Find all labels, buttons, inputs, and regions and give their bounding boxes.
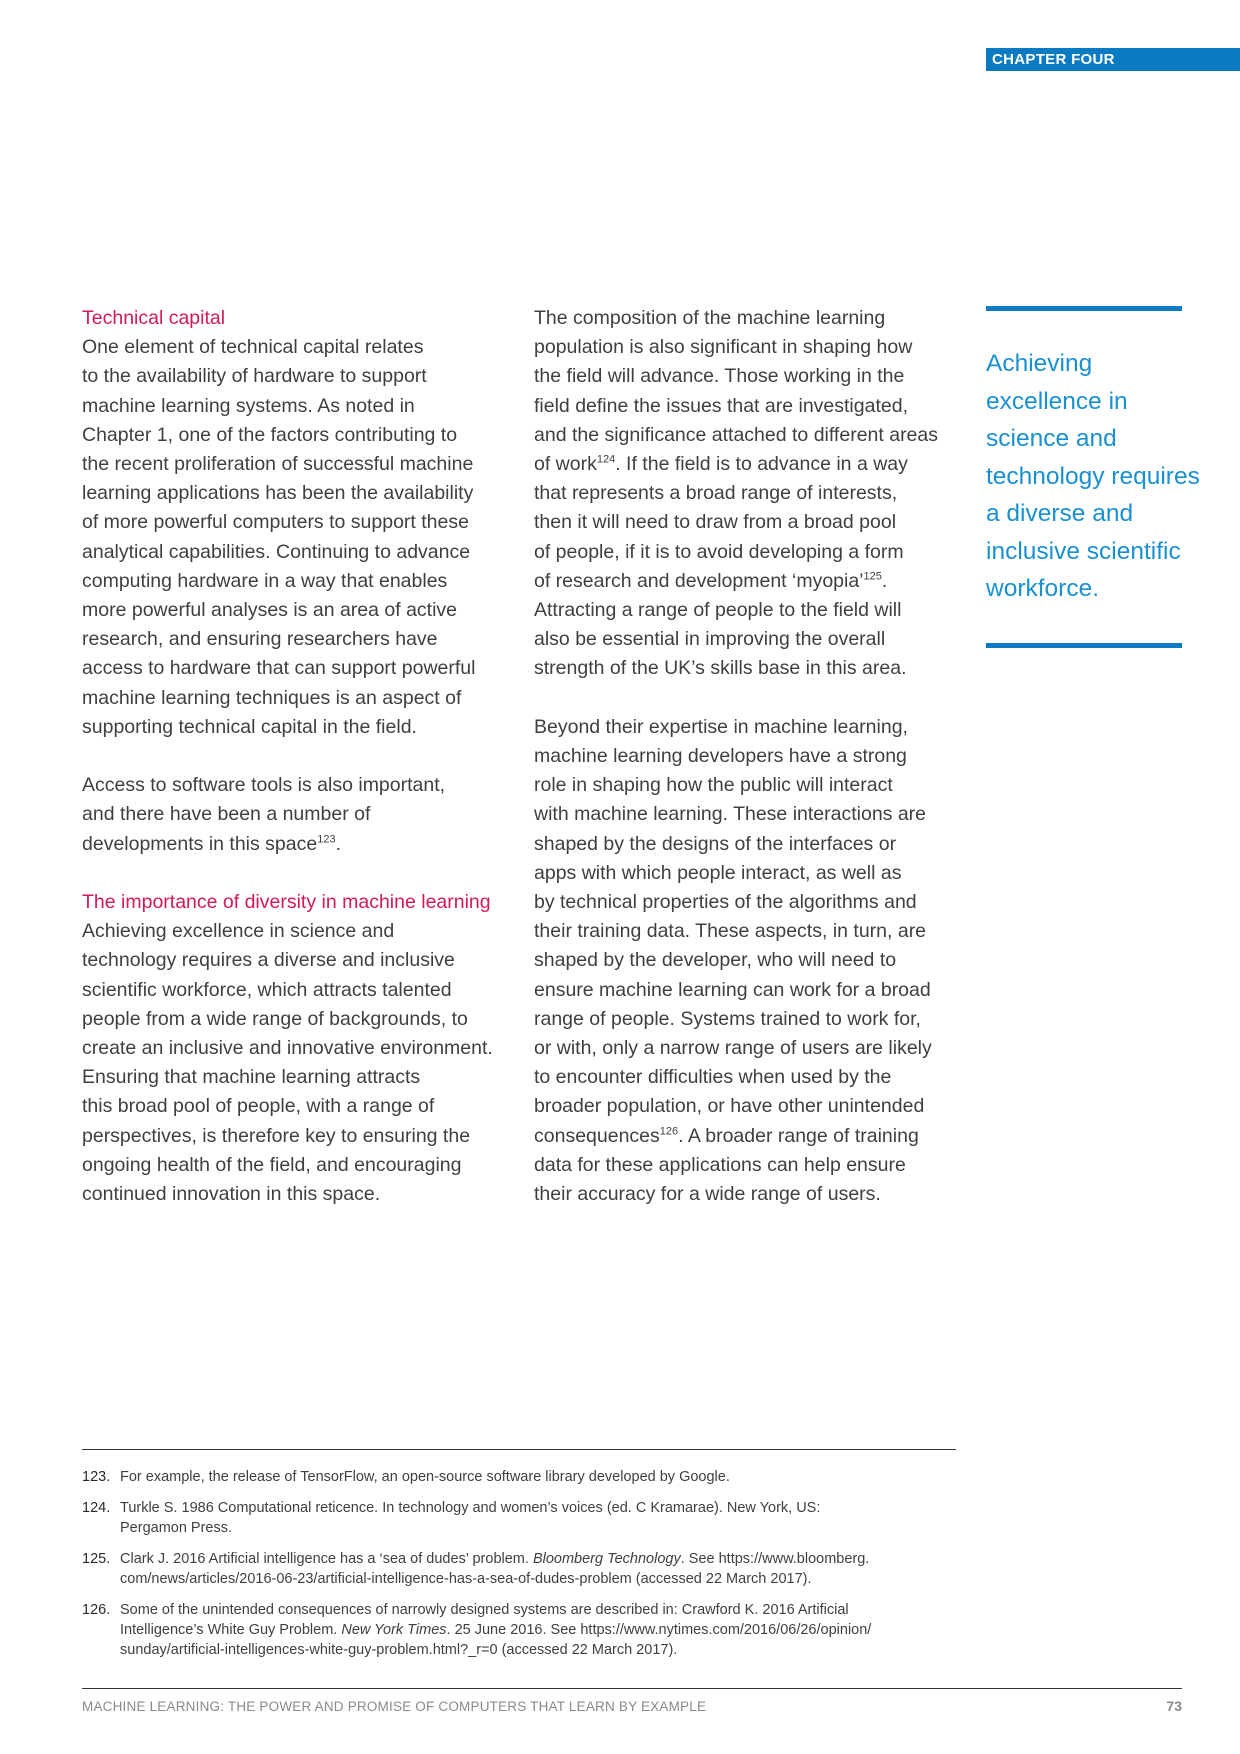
paragraph-composition-a: The composition of the machine learning population is also significant in shaping how the field will advance. Those working in the field define the issues that are investigated, and the significance attached to different areas of work xyxy=(534,307,938,476)
footnotes xyxy=(82,1467,962,1671)
paragraph-composition-b: . If the field is to advance in a way that represents a broad range of interests, then it will need to draw from a broad pool of people, if it is to avoid developing a form of research and development ‘myopia’ xyxy=(534,453,908,592)
chapter-label: CHAPTER FOUR xyxy=(986,48,1240,71)
footnote-number: 125. xyxy=(82,1551,111,1567)
heading-technical-capital: Technical capital xyxy=(82,307,226,329)
paragraph-developers-a: Beyond their expertise in machine learning, machine learning developers have a strong role in shaping how the public will interact with machine learning. These interactions are shaped by the designs of the interfaces or apps with which people interact, as well as by technical properties of the algorithms and their training data. These aspects, in turn, are shaped by the developer, who will need to ensure machine learning can work for a broad range of people. Systems trained to work for, or with, only a narrow range of users are likely to encounter difficulties when used by the broader population, or have other unintended consequences xyxy=(534,715,932,1147)
paragraph-developers xyxy=(534,713,964,1209)
footnote-text: For example, the release of TensorFlow, an open-source software library developed by Google. xyxy=(120,1469,730,1485)
footnote-125 xyxy=(82,1549,962,1589)
pull-quote-top-rule xyxy=(986,306,1182,311)
paragraph-software-tools xyxy=(82,771,512,859)
footer-divider xyxy=(82,1688,1182,1689)
footnote-text-a: Some of the unintended consequences of narrowly designed systems are described in: Crawford K. 2016 Artificial Intelligence’s White Guy Problem. xyxy=(120,1602,849,1638)
footnote-number: 123. xyxy=(82,1469,111,1485)
pull-quote-bottom-rule xyxy=(986,643,1182,648)
footnote-ref-126[interactable]: 126 xyxy=(659,1125,679,1138)
footnote-text-b[interactable]: . 25 June 2016. See https://www.nytimes.com/2016/06/26/opinion/ sunday/artificial-intelligences-white-guy-problem.html?_r=0 (accessed 22 March 2017). xyxy=(120,1622,872,1658)
paragraph-composition xyxy=(534,304,964,684)
footnote-text: Turkle S. 1986 Computational reticence. In technology and women’s voices (ed. C Kramarae). New York, US: Pergamon Press. xyxy=(120,1500,821,1536)
footnote-ref-125[interactable]: 125 xyxy=(863,570,882,583)
footnote-ref-124[interactable]: 124 xyxy=(596,453,616,466)
paragraph-hardware: One element of technical capital relates to the availability of hardware to support machine learning systems. As noted in Chapter 1, one of the factors contributing to the recent proliferation of successful machine learning applications has been the availability of more powerful computers to support these analytical capabilities. Continuing to advance computing hardware in a way that enables more powerful analyses is an area of active research, and ensuring researchers have access to hardware that can support powerful machine learning techniques is an aspect of supporting technical capital in the field. xyxy=(82,336,476,738)
footnote-source-title: Bloomberg Technology xyxy=(532,1551,681,1567)
heading-diversity: The importance of diversity in machine learning xyxy=(82,891,491,914)
footer-title: MACHINE LEARNING: THE POWER AND PROMISE OF COMPUTERS THAT LEARN BY EXAMPLE xyxy=(82,1699,707,1714)
footnote-126 xyxy=(82,1600,962,1660)
footnote-ref-123[interactable]: 123 xyxy=(317,833,336,846)
pull-quote: Achieving excellence in science and technology requires a diverse and inclusive scientific workforce. xyxy=(986,350,1200,602)
footnote-text-a: Clark J. 2016 Artificial intelligence has a ‘sea of dudes’ problem. xyxy=(120,1551,533,1567)
middle-column xyxy=(534,304,964,1238)
footnote-text xyxy=(120,1549,962,1589)
footnote-source-title: New York Times xyxy=(341,1622,447,1638)
footnote-text-b[interactable]: . See https://www.bloomberg. com/news/articles/2016-06-23/artificial-intelligence-has-a-sea-of-dudes-problem (accessed 22 March 2017). xyxy=(120,1551,870,1587)
footnote-text xyxy=(120,1600,962,1660)
section-technical-capital xyxy=(82,304,512,742)
paragraph-developers-b: . A broader range of training data for these applications can help ensure their accuracy for a wide range of users. xyxy=(534,1124,919,1206)
page-number: 73 xyxy=(1166,1698,1182,1714)
footnote-123 xyxy=(82,1467,962,1487)
paragraph-diversity: Achieving excellence in science and technology requires a diverse and inclusive scientific workforce, which attracts talented people from a wide range of backgrounds, to create an inclusive and innovative environment. Ensuring that machine learning attracts this broad pool of people, with a range of perspectives, is therefore key to ensuring the ongoing health of the field, and encouraging continued innovation in this space. xyxy=(82,920,493,1206)
footnote-number: 126. xyxy=(82,1602,111,1618)
footnote-number: 124. xyxy=(82,1500,111,1516)
section-diversity xyxy=(82,888,512,1209)
paragraph-software-text: Access to software tools is also important, and there have been a number of developments in this space xyxy=(82,774,446,855)
paragraph-composition-c: . Attracting a range of people to the field will also be essential in improving the overall strength of the UK’s skills base in this area. xyxy=(534,569,907,680)
paragraph-software-end: . xyxy=(335,832,341,855)
footnote-124 xyxy=(82,1498,962,1538)
footnote-divider xyxy=(82,1449,956,1450)
left-column xyxy=(82,304,512,1238)
